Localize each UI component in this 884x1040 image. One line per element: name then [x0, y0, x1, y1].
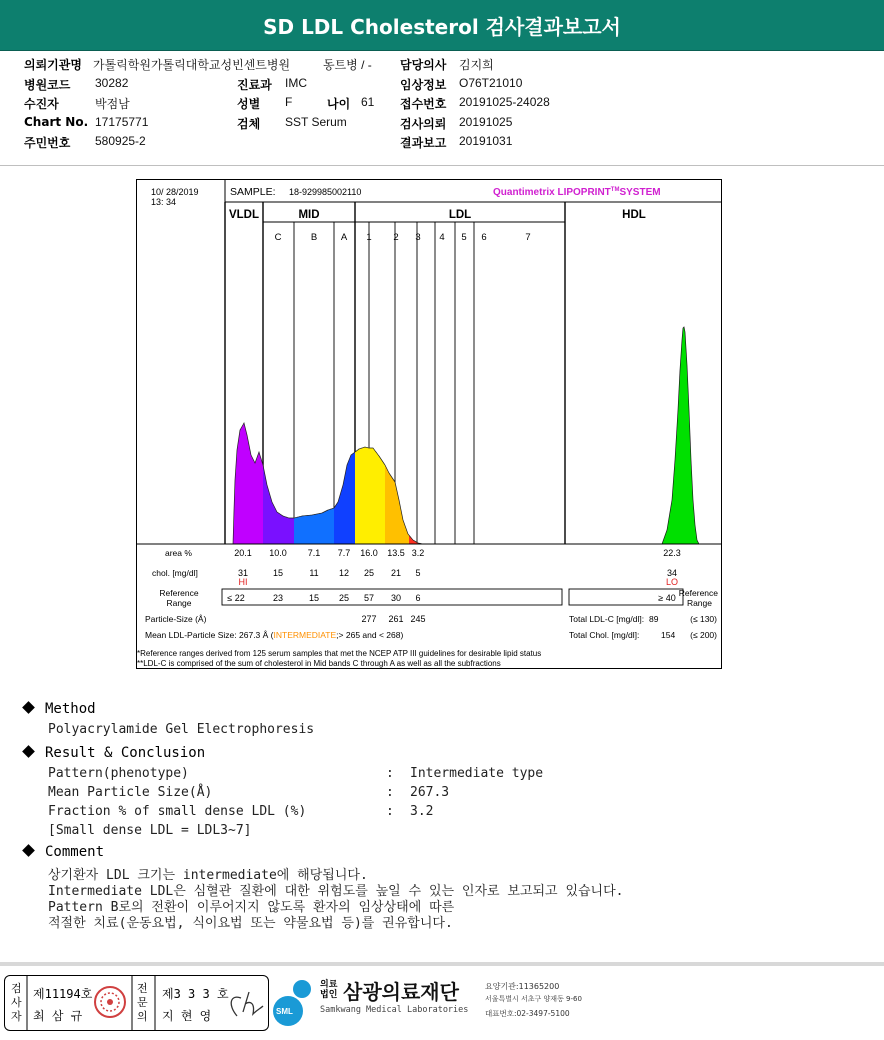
chol-value: 31	[237, 568, 249, 578]
band-label: A	[340, 232, 348, 243]
hospital-code-value: 30282	[95, 76, 129, 90]
hdl-flag: LO	[665, 577, 679, 587]
specialist-name: 지 현 영	[162, 1009, 212, 1023]
ref-value: 15	[308, 593, 320, 603]
band-label: B	[310, 232, 318, 243]
result-row-label: Pattern(phenotype)	[48, 766, 189, 781]
info-row-1	[0, 56, 884, 75]
mid-b-peak	[294, 508, 334, 544]
receipt-value: 20191025-24028	[459, 95, 550, 109]
dept-label: 진료과	[237, 78, 272, 92]
result-row-sep: :	[386, 785, 394, 800]
bullet-diamond-icon	[22, 701, 35, 714]
comment-heading	[24, 844, 104, 860]
org-address: 서울특별시 서초구 양재동 9-60	[485, 995, 582, 1003]
receipt-label: 접수번호	[400, 97, 447, 111]
chart-date: 10/ 28/2019	[151, 187, 199, 197]
result-row-value: 267.3	[410, 785, 450, 800]
ref-label: Reference	[159, 588, 199, 598]
info-divider	[0, 165, 884, 166]
area-value: 3.2	[411, 548, 425, 558]
hospital-code-label: 병원코드	[24, 78, 71, 92]
org-name: 삼광의료재단	[343, 980, 459, 1004]
ref-value: 25	[338, 593, 350, 603]
recipient-label: 수진자	[24, 97, 59, 111]
patient-info	[0, 56, 884, 166]
chart-time: 13: 34	[151, 197, 177, 207]
specimen-value: SST Serum	[285, 115, 347, 129]
band-label: C	[274, 232, 282, 243]
area-value: 16.0	[360, 548, 378, 558]
sex-label: 성별	[237, 97, 261, 111]
request-label: 검사의뢰	[400, 117, 447, 131]
result-row-sep: :	[386, 766, 394, 781]
chol-value: 12	[338, 568, 350, 578]
total-chol-label: Total Chol. [mg/dl]:	[569, 630, 640, 640]
group-label: HDL	[622, 209, 646, 221]
chol-value: 21	[390, 568, 402, 578]
age-label: 나이	[327, 97, 351, 111]
ldl3-peak	[409, 535, 423, 544]
band-label: 6	[481, 232, 487, 243]
particle-value: 245	[410, 614, 426, 624]
bullet-diamond-icon	[22, 844, 35, 857]
info-row-3	[0, 95, 884, 114]
band-label: 7	[525, 232, 531, 243]
method-text: Polyacrylamide Gel Electrophoresis	[48, 722, 315, 737]
doctor-value: 김지희	[459, 58, 494, 72]
ref-value: ≤ 22	[227, 593, 245, 603]
ward-value: 동트병 / -	[323, 58, 372, 72]
system-tm: TM	[610, 187, 620, 193]
rrn-label: 주민번호	[24, 136, 71, 150]
band-label: 3	[415, 232, 421, 243]
particle-label: Particle-Size (Å)	[145, 614, 207, 624]
band-label: 4	[439, 232, 445, 243]
group-label: VLDL	[228, 209, 260, 221]
report-label: 결과보고	[400, 136, 447, 150]
total-chol-value: 154	[661, 630, 676, 640]
institution-value: 가톨릭학원가톨릭대학교성빈센트병원	[93, 58, 291, 72]
info-row-2	[0, 76, 884, 95]
method-heading-text: Method	[45, 701, 96, 717]
rrn-value: 580925-2	[95, 134, 146, 148]
ref-hdl-value: ≥ 40	[658, 593, 676, 603]
age-value: 61	[361, 95, 375, 109]
comment-line: 상기환자 LDL 크기는 intermediate에 해당됩니다.	[48, 868, 368, 883]
signature-box	[4, 975, 269, 1031]
particle-value: 277	[361, 614, 377, 624]
total-ldl-ref: (≤ 130)	[690, 614, 717, 624]
band-label: 2	[393, 232, 399, 243]
hdl-peak	[662, 327, 699, 544]
group-label: LDL	[448, 209, 472, 221]
report-title: SD LDL Cholesterol 검사결과보고서	[263, 15, 621, 39]
inspector-label: 검사자	[11, 982, 22, 1023]
signature-icon	[231, 992, 263, 1016]
group-label: MID	[298, 209, 320, 221]
sample-label: SAMPLE:	[230, 186, 276, 198]
result-row-label: Fraction % of small dense LDL (%)	[48, 804, 307, 819]
dept-value: IMC	[285, 76, 307, 90]
lipoprint-chart	[137, 180, 721, 668]
clinical-value: O76T21010	[459, 76, 523, 90]
recipient-value: 박점남	[95, 97, 130, 111]
sex-value: F	[285, 95, 293, 109]
comment-line: Intermediate LDL은 심혈관 질환에 대한 위험도를 높일 수 있는 인자로 보고되고 있습니다.	[48, 884, 624, 899]
results-table	[137, 548, 718, 668]
sml-logo-shape	[272, 977, 316, 1027]
area-value: 7.1	[307, 548, 321, 558]
result-heading-text: Result & Conclusion	[45, 745, 206, 761]
chol-value: 25	[363, 568, 375, 578]
comment-line: 적절한 치료(운동요법, 식이요법 또는 약물요법 등)를 권유합니다.	[48, 916, 453, 931]
org-prefix	[320, 980, 340, 1000]
particle-value: 261	[388, 614, 404, 624]
ldl1-peak	[355, 447, 385, 544]
result-heading	[24, 745, 205, 761]
ref-value: 30	[390, 593, 402, 603]
total-chol-ref: (≤ 200)	[690, 630, 717, 640]
area-value: 20.1	[234, 548, 252, 558]
result-row-label: Mean Particle Size(Å)	[48, 785, 213, 800]
system-suffix: SYSTEM	[619, 187, 661, 198]
chol-value: 15	[272, 568, 284, 578]
ldl2-peak	[385, 465, 409, 544]
org-english: Samkwang Medical Laboratories	[320, 1005, 469, 1015]
system-name-main: Quantimetrix LIPOPRINT	[493, 187, 611, 198]
report-title-bar	[0, 0, 884, 51]
ref-label: Range	[166, 598, 192, 608]
inspector-number: 제11194호	[33, 987, 93, 1001]
result-row-value: Intermediate type	[410, 766, 544, 781]
info-row-4	[0, 115, 884, 134]
mean-size: Mean LDL-Particle Size: 267.3 Å (INTERMEDIATE;> 265 and < 268)	[145, 630, 404, 640]
result-note: [Small dense LDL = LDL3~7]	[48, 823, 252, 838]
total-ldl-value: 89	[649, 614, 659, 624]
org-code: 요양기관:11365200	[485, 982, 560, 991]
ref-value: 57	[363, 593, 375, 603]
institution-label: 의뢰기관명	[24, 58, 82, 72]
bullet-diamond-icon	[22, 745, 35, 758]
ref-right-label: Range	[686, 598, 712, 608]
specimen-label: 검체	[237, 117, 261, 131]
method-heading	[24, 701, 96, 717]
area-value: 10.0	[269, 548, 287, 558]
ref-value: 23	[272, 593, 284, 603]
chart-value: 17175771	[95, 115, 149, 129]
mid-a-peak	[334, 452, 355, 544]
band-label: 5	[461, 232, 467, 243]
ref-value: 6	[415, 593, 421, 603]
sml-logo-icon	[272, 977, 316, 1027]
system-name	[493, 187, 661, 198]
band-label: 1	[366, 232, 372, 243]
doctor-label: 담당의사	[400, 58, 447, 72]
footnote: *Reference ranges derived from 125 serum samples that met the NCEP ATP III guidelines for desirable lipid status	[137, 649, 542, 658]
vldl-flag: HI	[238, 577, 248, 587]
chol-label: chol. [mg/dl]	[152, 568, 198, 578]
total-ldl-label: Total LDL-C [mg/dl]:	[569, 614, 645, 624]
group-labels	[229, 209, 646, 243]
org-phone: 대표번호:02-3497-5100	[485, 1009, 570, 1018]
footer-divider	[0, 962, 884, 966]
chart-label: Chart No.	[24, 115, 89, 129]
report-value: 20191031	[459, 134, 513, 148]
electropherogram	[233, 327, 699, 544]
footnote: **LDL-C is comprised of the sum of cholesterol in Mid bands C through A as well as all the subfractions	[137, 659, 501, 668]
ref-right-label: Reference	[678, 588, 718, 598]
specialist-number: 제3 3 3 호	[162, 987, 229, 1001]
comment-line: Pattern B로의 전환이 이루어지지 않도록 환자의 임상상태에 따른	[48, 900, 455, 915]
sample-value: 18-929985002110	[289, 187, 362, 197]
logo-text: SML	[276, 1007, 293, 1016]
mid-c-peak	[263, 465, 294, 544]
chol-value: 11	[309, 568, 319, 578]
org-prefix-line2: 법인	[320, 990, 338, 1000]
request-value: 20191025	[459, 115, 513, 129]
result-row-value: 3.2	[410, 804, 434, 819]
specialist-label: 전문의	[137, 982, 148, 1023]
area-value: 13.5	[387, 548, 405, 558]
clinical-label: 임상정보	[400, 78, 447, 92]
comment-heading-text: Comment	[45, 844, 105, 860]
area-label: area %	[165, 548, 192, 558]
result-row-sep: :	[386, 804, 394, 819]
chol-value: 34	[666, 568, 678, 578]
seal-icon	[95, 987, 125, 1017]
inspector-name: 최 삼 규	[33, 1009, 83, 1023]
area-value: 22.3	[663, 548, 681, 558]
org-prefix-line1: 의료	[320, 980, 338, 990]
chol-value: 5	[415, 568, 421, 578]
info-row-5	[0, 134, 884, 153]
area-value: 7.7	[337, 548, 351, 558]
lipoprint-panel	[136, 179, 722, 669]
